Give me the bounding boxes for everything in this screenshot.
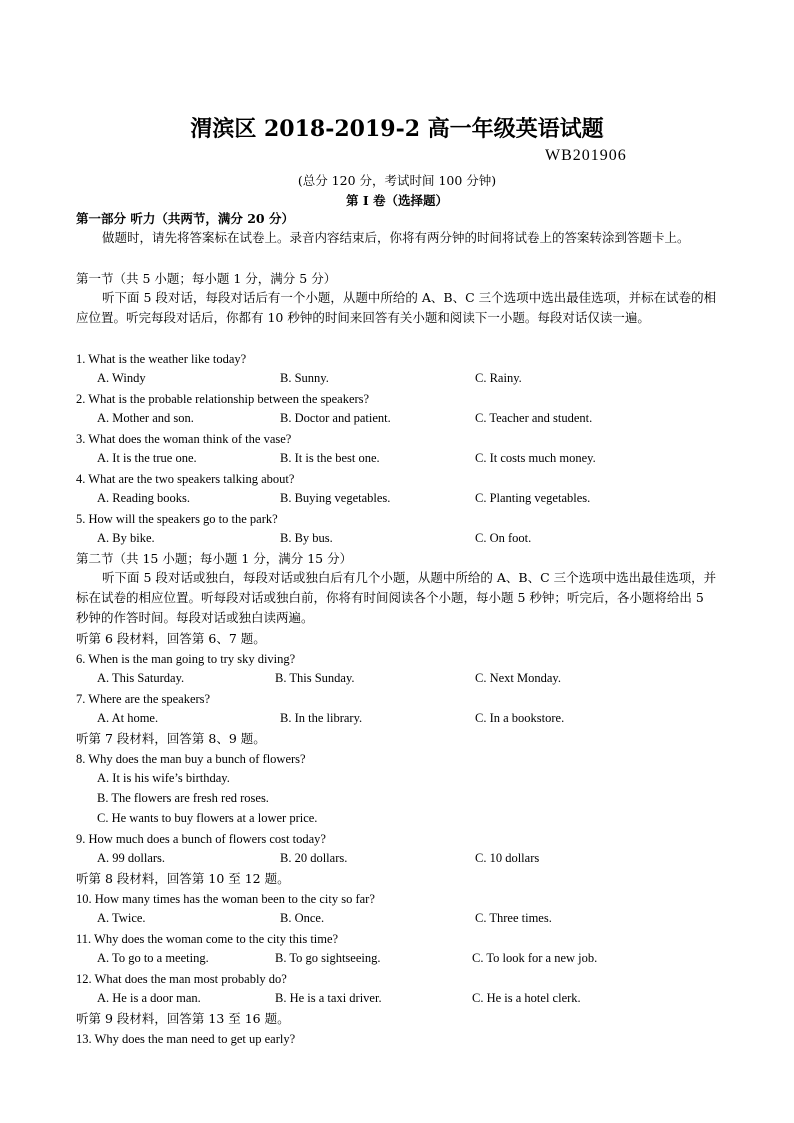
material-7-intro: 听第 7 段材料，回答第 8、9 题。	[76, 731, 266, 746]
q12-option-c: C. He is a hotel clerk.	[472, 991, 581, 1005]
q9-option-a: A. 99 dollars.	[97, 851, 166, 865]
q8-option-a: A. It is his wife’s birthday.	[97, 771, 230, 785]
q7-option-b: B. In the library.	[280, 711, 363, 725]
q11-option-c: C. To look for a new job.	[472, 951, 598, 965]
volume-heading: 第 I 卷（选择题）	[345, 193, 449, 208]
q2-option-b: B. Doctor and patient.	[280, 411, 391, 425]
section2-heading: 第二节（共 15 小题；每小题 1 分，满分 15 分）	[76, 551, 353, 566]
q5-option-c: C. On foot.	[475, 531, 532, 545]
q1-option-a: A. Windy	[97, 371, 146, 385]
question-11: 11. Why does the woman come to the city this time?	[76, 932, 339, 946]
question-13: 13. Why does the man need to get up early?	[76, 1032, 296, 1046]
q10-option-b: B. Once.	[280, 911, 325, 925]
q7-option-a: A. At home.	[97, 711, 159, 725]
question-9: 9. How much does a bunch of flowers cost today?	[76, 832, 326, 846]
q12-option-a: A. He is a door man.	[97, 991, 201, 1005]
material-6-intro: 听第 6 段材料，回答第 6、7 题。	[76, 631, 266, 646]
question-6: 6. When is the man going to try sky diving?	[76, 652, 296, 666]
question-12: 12. What does the man most probably do?	[76, 972, 287, 986]
part1-instructions: 做题时，请先将答案标在试卷上。录音内容结束后，你将有两分钟的时间将试卷上的答案转涂到答题卡上。	[102, 230, 690, 245]
q2-option-c: C. Teacher and student.	[475, 411, 593, 425]
section2-instructions: 听下面 5 段对话或独白，每段对话或独白后有几个小题，从题中所给的 A、B、C 三个选项中选出最佳选项，并标在试卷的相应位置。听每段对话或独白前，你将有时间阅读各个小题，每小题 5 秒钟；听完后，各小题将给出 5 秒钟的作答时间。每段对话或独白读两遍。	[76, 570, 717, 625]
question-3: 3. What does the woman think of the vase?	[76, 432, 292, 446]
q3-option-b: B. It is the best one.	[280, 451, 380, 465]
q6-option-a: A. This Saturday.	[97, 671, 185, 685]
material-9-intro: 听第 9 段材料，回答第 13 至 16 题。	[76, 1011, 290, 1026]
q9-option-c: C. 10 dollars	[475, 851, 540, 865]
q9-option-b: B. 20 dollars.	[280, 851, 348, 865]
question-10: 10. How many times has the woman been to the city so far?	[76, 892, 375, 906]
section1-heading: 第一节（共 5 小题；每小题 1 分，满分 5 分）	[76, 271, 337, 286]
q7-option-c: C. In a bookstore.	[475, 711, 565, 725]
exam-code: WB201906	[545, 147, 627, 164]
q11-option-b: B. To go sightseeing.	[275, 951, 381, 965]
q3-option-a: A. It is the true one.	[97, 451, 197, 465]
q8-option-c: C. He wants to buy flowers at a lower price.	[97, 811, 318, 825]
score-info: (总分 120 分，考试时间 100 分钟)	[297, 173, 497, 188]
question-2: 2. What is the probable relationship between the speakers?	[76, 392, 370, 406]
exam-title: 渭滨区 2018-2019-2 高一年级英语试题	[190, 116, 604, 142]
q12-option-b: B. He is a taxi driver.	[275, 991, 382, 1005]
q2-option-a: A. Mother and son.	[97, 411, 194, 425]
section1-instructions: 听下面 5 段对话，每段对话后有一个小题，从题中所给的 A、B、C 三个选项中选出最佳选项，并标在试卷的相应位置。听完每段对话后，你都有 10 秒钟的时间来回答有关小题和阅读下一小题。每段对话仅读一遍。	[76, 290, 717, 325]
q5-option-b: B. By bus.	[280, 531, 333, 545]
q8-option-b: B. The flowers are fresh red roses.	[97, 791, 269, 805]
question-5: 5. How will the speakers go to the park?	[76, 512, 278, 526]
part1-heading: 第一部分 听力（共两节，满分 20 分）	[76, 211, 294, 226]
q1-option-b: B. Sunny.	[280, 371, 329, 385]
q4-option-b: B. Buying vegetables.	[280, 491, 391, 505]
q11-option-a: A. To go to a meeting.	[97, 951, 209, 965]
question-7: 7. Where are the speakers?	[76, 692, 211, 706]
material-8-intro: 听第 8 段材料，回答第 10 至 12 题。	[76, 871, 290, 886]
q6-option-c: C. Next Monday.	[475, 671, 561, 685]
question-4: 4. What are the two speakers talking about?	[76, 472, 295, 486]
q4-option-a: A. Reading books.	[97, 491, 191, 505]
q1-option-c: C. Rainy.	[475, 371, 522, 385]
q5-option-a: A. By bike.	[97, 531, 155, 545]
question-1: 1. What is the weather like today?	[76, 352, 247, 366]
q10-option-a: A. Twice.	[97, 911, 146, 925]
question-8: 8. Why does the man buy a bunch of flowers?	[76, 752, 306, 766]
q4-option-c: C. Planting vegetables.	[475, 491, 591, 505]
q10-option-c: C. Three times.	[475, 911, 552, 925]
q3-option-c: C. It costs much money.	[475, 451, 596, 465]
q6-option-b: B. This Sunday.	[275, 671, 355, 685]
